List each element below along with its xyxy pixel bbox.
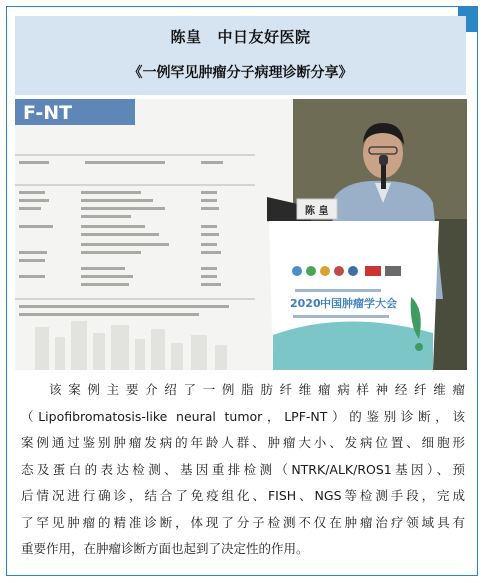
projected-slide <box>15 99 293 370</box>
summary-line-7: 重要作用，在肿瘤诊断方面也起到了决定性的作用。 <box>21 541 309 556</box>
banner-title: 中国肿瘤学大会 <box>320 297 397 310</box>
slide-heading: F-NT <box>23 102 73 124</box>
article-card <box>6 6 478 576</box>
podium-nameplate: 陈 皇 <box>305 206 329 217</box>
banner-year: 2020 <box>290 297 321 310</box>
summary-line-4: 态及蛋白的表达检测、基因重排检测（NTRK/ALK/ROS1基因）、预 <box>21 461 465 477</box>
title-panel <box>15 16 466 95</box>
case-summary <box>21 377 465 563</box>
speaker-name: 陈皇 <box>170 28 202 46</box>
speaker-photo <box>15 99 467 370</box>
summary-line-1: 该案例主要介绍了一例脂肪纤维瘤病样神经纤维瘤 <box>49 382 465 397</box>
talk-title: 《一例罕见肿瘤分子病理诊断分享》 <box>128 65 353 81</box>
podium <box>267 197 439 370</box>
summary-line-3: 案例通过鉴别肿瘤发病的年龄人群、肿瘤大小、发病位置、细胞形 <box>21 435 465 450</box>
speaker-line <box>15 26 466 47</box>
summary-line-2: （Lipofibromatosis-like neural tumor，LPF-NT）的鉴别诊断，该 <box>21 408 465 424</box>
summary-line-5: 后情况进行确诊，结合了免疫组化、FISH、NGS等检测手段，完成 <box>21 488 465 503</box>
speaker-hospital: 中日友好医院 <box>217 28 311 46</box>
summary-line-6: 了罕见肿瘤的精准诊断，体现了分子检测不仅在肿瘤治疗领域具有 <box>21 514 465 530</box>
